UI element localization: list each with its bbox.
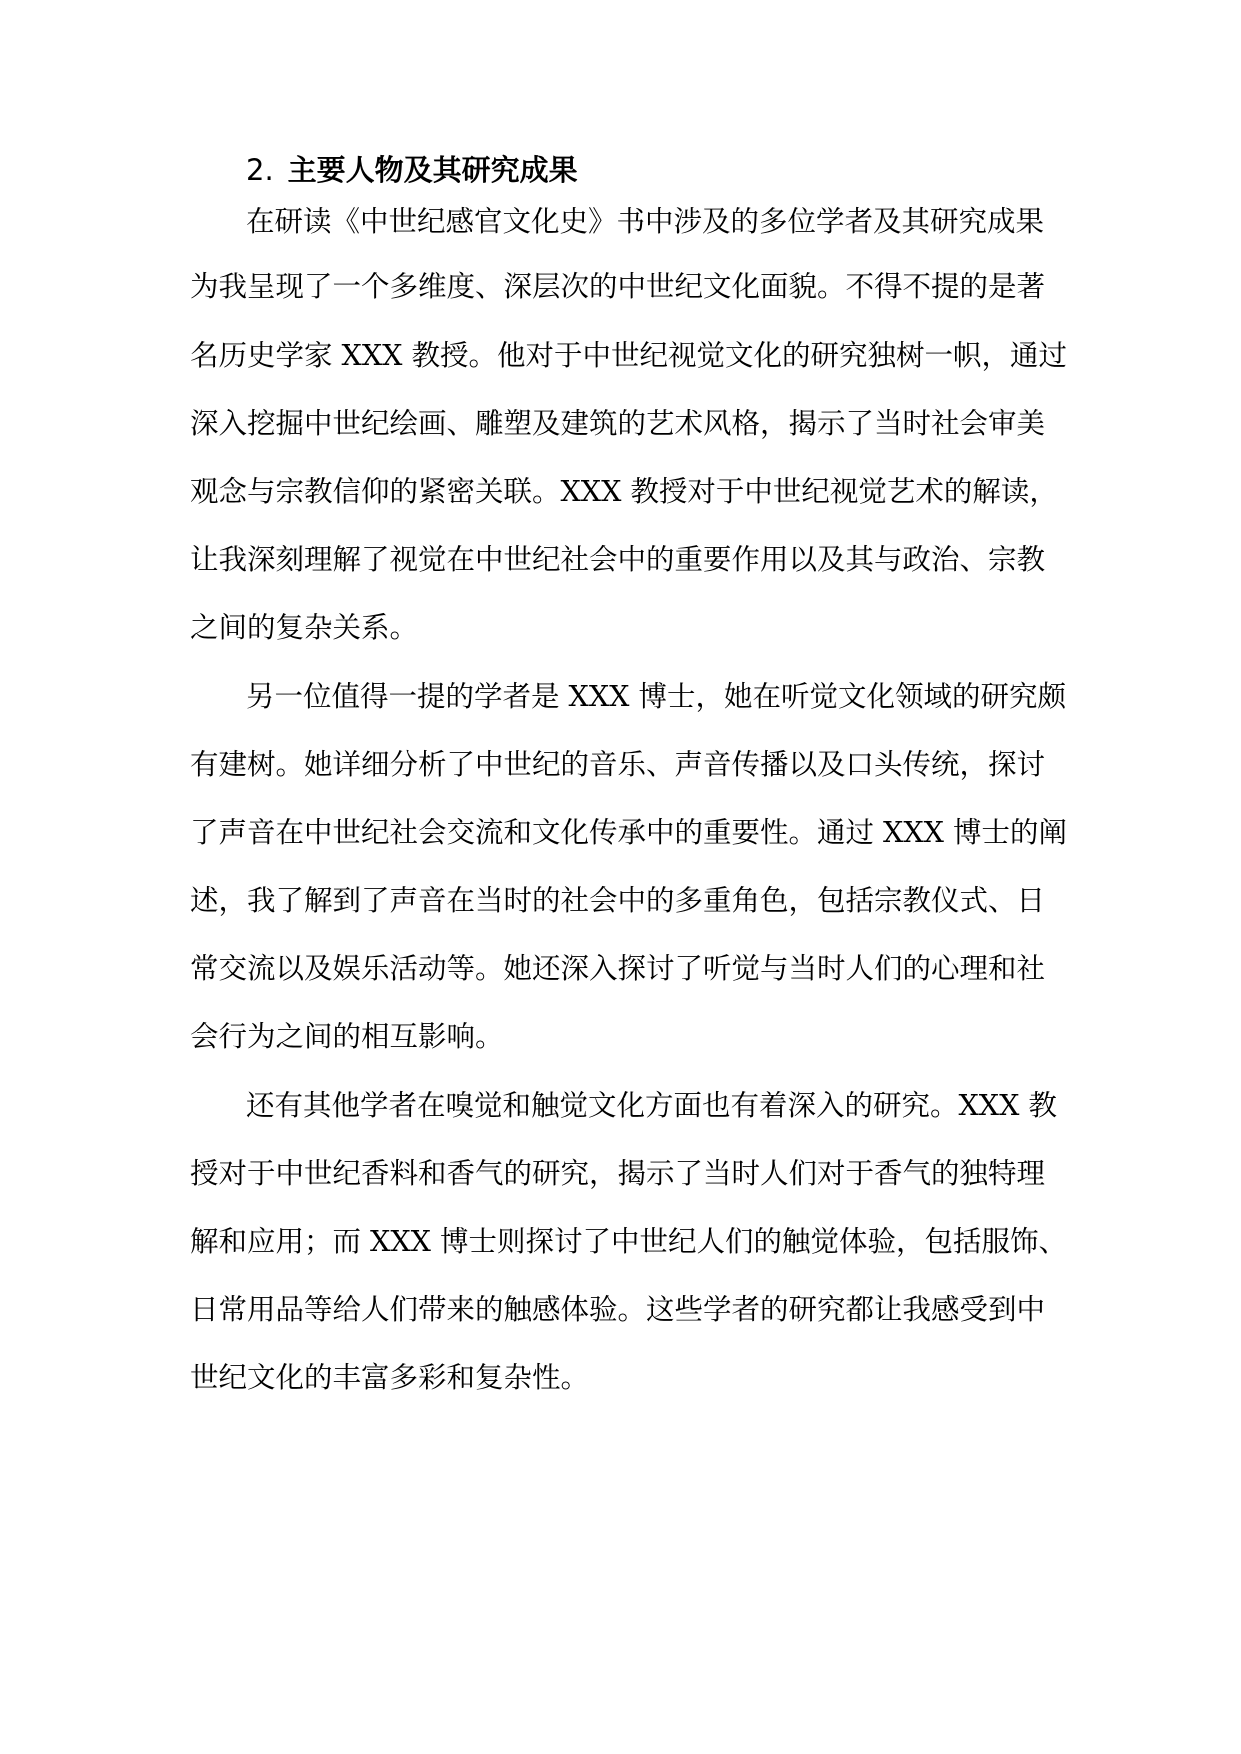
paragraph-1-line-3: 名历史学家 XXX 教授。他对于中世纪视觉文化的研究独树一帜，通过 bbox=[190, 339, 1067, 372]
paragraph-1-line-4: 深入挖掘中世纪绘画、雕塑及建筑的艺术风格，揭示了当时社会审美 bbox=[190, 407, 1046, 440]
paragraph-1-line-6: 让我深刻理解了视觉在中世纪社会中的重要作用以及其与政治、宗教 bbox=[190, 543, 1046, 576]
paragraph-2-line-2: 有建树。她详细分析了中世纪的音乐、声音传播以及口头传统，探讨 bbox=[190, 748, 1046, 781]
paragraph-1-line-2: 为我呈现了一个多维度、深层次的中世纪文化面貌。不得不提的是著 bbox=[190, 270, 1046, 303]
paragraph-3-line-5: 世纪文化的丰富多彩和复杂性。 bbox=[190, 1361, 590, 1394]
paragraph-2-line-6: 会行为之间的相互影响。 bbox=[190, 1020, 504, 1053]
section-number: 2. bbox=[246, 153, 274, 187]
paragraph-1-line-5: 观念与宗教信仰的紧密关联。XXX 教授对于中世纪视觉艺术的解读， bbox=[190, 475, 1058, 508]
paragraph-3-line-4: 日常用品等给人们带来的触感体验。这些学者的研究都让我感受到中 bbox=[190, 1293, 1046, 1326]
paragraph-2-line-3: 了声音在中世纪社会交流和文化传承中的重要性。通过 XXX 博士的阐 bbox=[190, 816, 1067, 849]
paragraph-2-line-4: 述，我了解到了声音在当时的社会中的多重角色，包括宗教仪式、日 bbox=[190, 884, 1046, 917]
paragraph-2-line-5: 常交流以及娱乐活动等。她还深入探讨了听觉与当时人们的心理和社 bbox=[190, 952, 1046, 985]
paragraph-3-line-2: 授对于中世纪香料和香气的研究，揭示了当时人们对于香气的独特理 bbox=[190, 1157, 1046, 1190]
paragraph-3-line-1: 还有其他学者在嗅觉和触觉文化方面也有着深入的研究。XXX 教 bbox=[246, 1089, 1057, 1122]
paragraph-3-line-3: 解和应用；而 XXX 博士则探讨了中世纪人们的触觉体验，包括服饰、 bbox=[190, 1225, 1067, 1258]
paragraph-1-line-7: 之间的复杂关系。 bbox=[190, 611, 419, 644]
section-heading bbox=[246, 150, 578, 190]
section-title: 主要人物及其研究成果 bbox=[287, 153, 578, 187]
paragraph-2-line-1: 另一位值得一提的学者是 XXX 博士，她在听觉文化领域的研究颇 bbox=[246, 680, 1066, 713]
paragraph-1-line-1: 在研读《中世纪感官文化史》书中涉及的多位学者及其研究成果 bbox=[246, 205, 1045, 238]
